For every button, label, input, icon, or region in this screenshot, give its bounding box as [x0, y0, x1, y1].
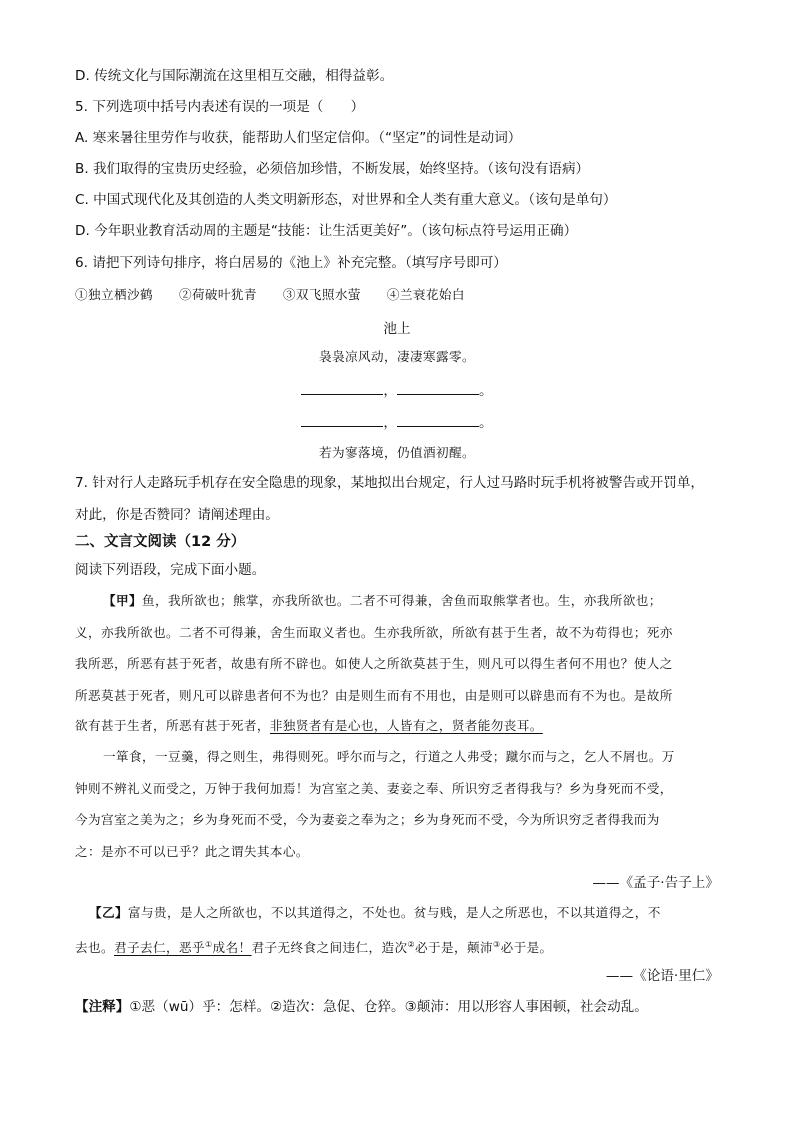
jia-source: ——《孟子·告子上》 [592, 875, 719, 891]
q5-stem: 5. 下列选项中括号内表述有误的一项是（ ） [75, 99, 365, 115]
jia-p2-line-3: 今为宫室之美为之；乡为身死而不受，今为妻妾之奉为之；乡为身死而不受，今为所识穷乏者得我而为 [75, 812, 660, 827]
jia-line-2: 义，亦我所欲也。二者不可得兼，舍生而取义者也。生亦我所欲，所欲有甚于生者，故不为苟得也；死亦 [75, 625, 673, 640]
jia-p2-line-4: 之：是亦不可以已乎？此之谓失其本心。 [75, 844, 309, 859]
poem-line-1: 袅袅凉风动，凄凄寒露零。 [319, 349, 475, 364]
q5-option-a: A. 寒来暑往里劳作与收获，能帮助人们坚定信仰。（“坚定”的词性是动词） [75, 130, 522, 146]
jia-line-1: 【甲】鱼，我所欲也；熊掌，亦我所欲也。二者不可得兼，舍鱼而取熊掌者也。生，亦我所欲也； [103, 593, 662, 608]
q5-option-b: B. 我们取得的宝贵历史经验，必须倍加珍惜，不断发展，始终坚持。（该句没有语病） [75, 161, 590, 177]
notes: 【注释】①恶（wū）乎：怎样。②造次：急促、仓猝。③颠沛：用以形容人事困顿，社会动乱。 [75, 999, 648, 1015]
yi-line-2: 去也。君子去仁，恶乎①成名！君子无终食之间违仁，造次②必于是，颠沛③必于是。 [75, 940, 553, 956]
q7-line-1: 7. 针对行人走路玩手机存在安全隐患的现象，某地拟出台规定，行人过马路时玩手机将被警告或开罚单， [75, 475, 705, 491]
q6-stem: 6. 请把下列诗句排序，将白居易的《池上》补充完整。（填写序号即可） [75, 255, 507, 271]
jia-line-4: 所恶莫甚于死者，则凡可以辟患者何不为也？由是则生而有不用也，由是则可以辟患而有不为也。是故所 [75, 688, 673, 703]
answer-blank[interactable] [301, 382, 383, 395]
poem-last-line: 若为寥落境，仍值酒初醒。 [319, 445, 475, 460]
section-instruction: 阅读下列语段，完成下面小题。 [75, 562, 266, 578]
yi-label: 【乙】 [89, 905, 128, 920]
poem-blank-line-2: ， 。 [0, 411, 794, 431]
q5-option-d: D. 今年职业教育活动周的主题是“技能：让生活更美好”。（该句标点符号运用正确） [75, 223, 578, 239]
yi-source: ——《论语·里仁》 [605, 968, 719, 984]
answer-blank[interactable] [397, 414, 479, 427]
jia-line-3: 我所恶，所恶有甚于死者，故患有所不辟也。如使人之所欲莫甚于生，则凡可以得生者何不用也？使人之 [75, 656, 673, 671]
answer-blank[interactable] [301, 414, 383, 427]
section-title: 二、文言文阅读（12 分） [75, 534, 246, 550]
q7-line-2: 对此，你是否赞同？请阐述理由。 [75, 507, 279, 523]
underlined-sentence: 君子去仁，恶乎①成名！ [113, 940, 252, 956]
underlined-sentence: 非独贤者有是心也，人皆有之，贤者能勿丧耳。 [269, 718, 543, 733]
jia-p2-line-1: 一箪食，一豆羹，得之则生，弗得则死。呼尔而与之，行道之人弗受；蹴尔而与之，乞人不屑也。万 [103, 749, 675, 764]
jia-p2-line-2: 钟则不辨礼义而受之，万钟于我何加焉！为宫室之美、妻妾之奉、所识穷乏者得我与？乡为身死而不受， [75, 781, 673, 796]
yi-line-1: 【乙】富与贵，是人之所欲也，不以其道得之，不处也。贫与贱，是人之所恶也，不以其道得之，不 [89, 905, 661, 920]
q6-choices: ①独立栖沙鹤 ②荷破叶犹青 ③双飞照水萤 ④兰衰花始白 [75, 287, 465, 302]
jia-line-5: 欲有甚于生者，所恶有甚于死者，非独贤者有是心也，人皆有之，贤者能勿丧耳。 [75, 718, 543, 733]
answer-blank[interactable] [397, 382, 479, 395]
notes-label: 【注释】 [75, 999, 130, 1015]
jia-label: 【甲】 [103, 593, 142, 608]
poem-title: 池上 [383, 321, 411, 337]
q5-option-c: C. 中国式现代化及其创造的人类文明新形态，对世界和全人类有重大意义。（该句是单句） [75, 192, 617, 208]
q4-option-d: D. 传统文化与国际潮流在这里相互交融，相得益彰。 [75, 68, 394, 84]
poem-blank-line-1: ， 。 [0, 379, 794, 399]
